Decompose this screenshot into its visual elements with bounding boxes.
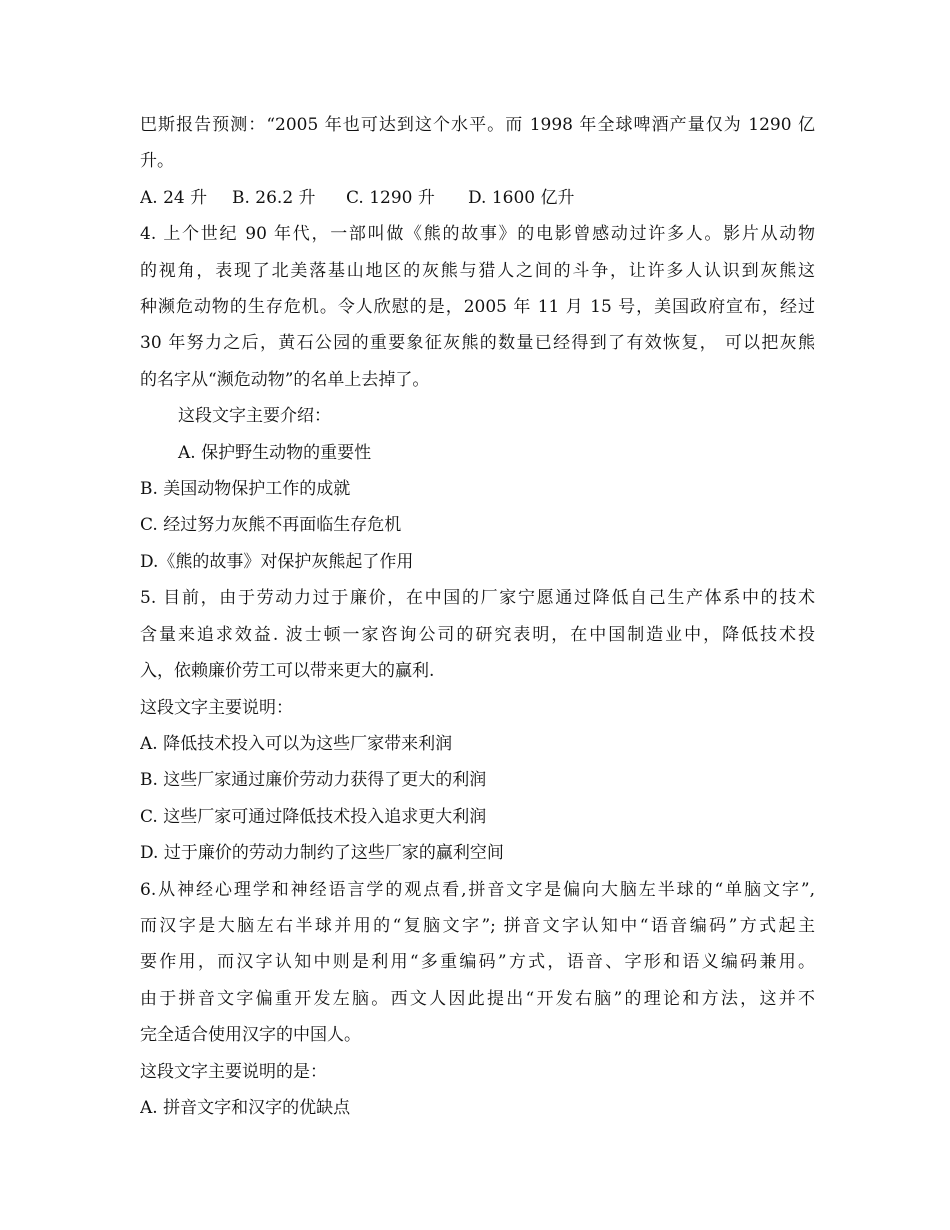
q4-text-line: 30 年努力之后，黄石公园的重要象征灰熊的数量已经得到了有效恢复， 可以把灰熊 <box>140 333 815 354</box>
q4-option-a: A. 保护野生动物的重要性 <box>178 442 372 463</box>
q3-option-c: C. 1290 升 <box>346 187 435 208</box>
q4-text-line: 种濒危动物的生存危机。令人欣慰的是，2005 年 11 月 15 号，美国政府宣布，经过 <box>140 297 815 318</box>
q4-option-d: D.《熊的故事》对保护灰熊起了作用 <box>140 551 414 572</box>
q4-option-c: C. 经过努力灰熊不再面临生存危机 <box>140 515 402 536</box>
q6-text-line: 由于拼音文字偏重开发左脑。西文人因此提出“开发右脑”的理论和方法，这并不 <box>140 988 815 1009</box>
q5-text-line: 5. 目前，由于劳动力过于廉价，在中国的厂家宁愿通过降低自己生产体系中的技术 <box>140 588 815 609</box>
q6-text-line: 要作用，而汉字认知中则是利用“多重编码”方式，语音、字形和语义编码兼用。 <box>140 952 815 973</box>
q5-prompt: 这段文字主要说明： <box>140 697 293 718</box>
q5-option-b: B. 这些厂家通过廉价劳动力获得了更大的利润 <box>140 770 487 791</box>
q6-prompt: 这段文字主要说明的是： <box>140 1061 327 1082</box>
q4-text-line: 4. 上个世纪 90 年代，一部叫做《熊的故事》的电影曾感动过许多人。影片从动物 <box>140 224 815 245</box>
q5-option-a: A. 降低技术投入可以为这些厂家带来利润 <box>140 733 453 754</box>
q4-text-line: 的名字从“濒危动物”的名单上去掉了。 <box>140 369 430 390</box>
q5-text-line: 入，依赖廉价劳工可以带来更大的赢利. <box>140 661 435 682</box>
q3-options <box>140 180 815 216</box>
q5-option-c: C. 这些厂家可通过降低技术投入追求更大利润 <box>140 806 487 827</box>
q4-option-b: B. 美国动物保护工作的成就 <box>140 479 351 500</box>
q6-text-line: 完全适合使用汉字的中国人。 <box>140 1025 361 1046</box>
q3-text-line: 升。 <box>140 151 174 172</box>
q6-text-line: 而汉字是大脑左右半球并用的“复脑文字”; 拼音文字认知中“语音编码”方式起主 <box>140 915 815 936</box>
q4-prompt: 这段文字主要介绍： <box>178 406 331 427</box>
q3-option-d: D. 1600 亿升 <box>468 187 575 208</box>
q6-option-a: A. 拼音文字和汉字的优缺点 <box>140 1097 351 1118</box>
q3-option-a: A. 24 升 <box>140 187 208 208</box>
q5-option-d: D. 过于廉价的劳动力制约了这些厂家的赢利空间 <box>140 843 504 864</box>
q3-option-b: B. 26.2 升 <box>232 187 316 208</box>
q5-text-line: 含量来追求效益. 波士顿一家咨询公司的研究表明，在中国制造业中，降低技术投 <box>140 624 815 645</box>
q3-text-line: 巴斯报告预测：“2005 年也可达到这个水平。而 1998 年全球啤酒产量仅为 1290 亿 <box>140 115 815 135</box>
document-page <box>140 107 815 1126</box>
q6-text-line: 6.从神经心理学和神经语言学的观点看,拼音文字是偏向大脑左半球的“单脑文字”, <box>140 879 815 900</box>
q4-text-line: 的视角，表现了北美落基山地区的灰熊与猎人之间的斗争，让许多人认识到灰熊这 <box>140 260 815 281</box>
